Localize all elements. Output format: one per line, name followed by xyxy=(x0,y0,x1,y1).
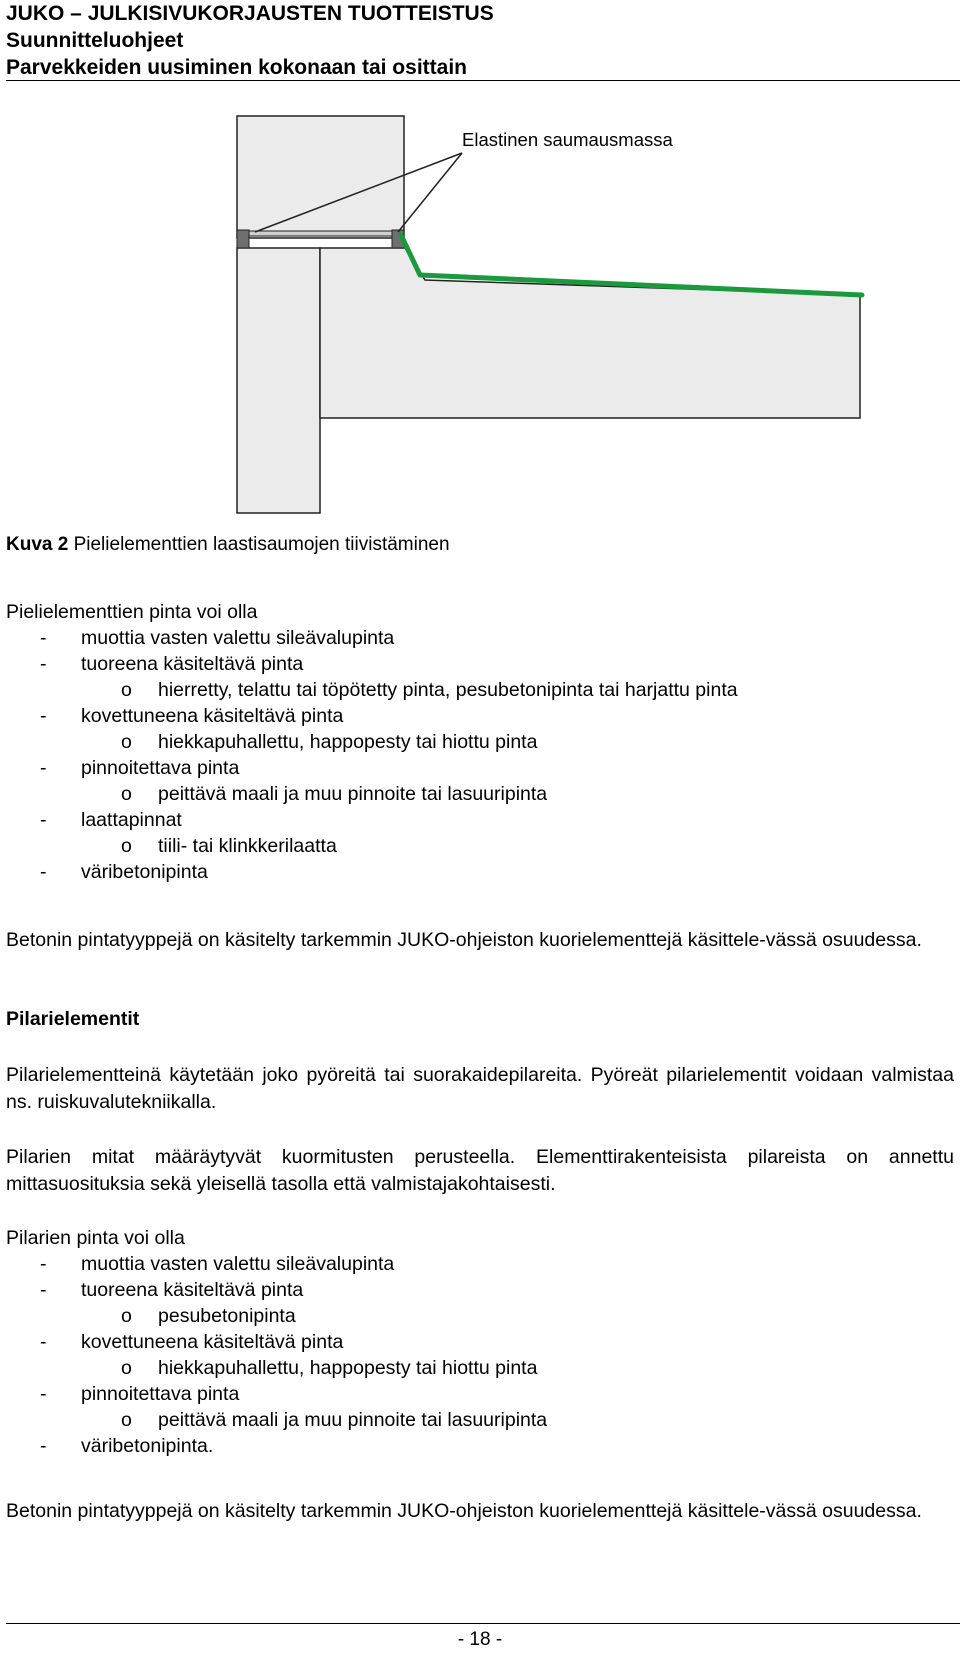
section2-after: Betonin pintatyyppejä on käsitelty tarkemmin JUKO-ohjeiston kuorielementtejä käsittele-vässä osuudessa. xyxy=(6,1500,922,1522)
circle-bullet: o xyxy=(121,1305,132,1327)
balcony-slab xyxy=(320,248,860,418)
section2-paragraph-2: Pilarien mitat määräytyvät kuormitusten perusteella. Elementtirakenteisista pilareista on annettu mittasuosituksia sekä yleisellä tasolla että valmistajakohtaisesti. xyxy=(6,1146,954,1195)
figure-label: Elastinen saumausmassa xyxy=(462,129,673,150)
circle-bullet: o xyxy=(121,1409,132,1431)
header-title: JUKO – JULKISIVUKORJAUSTEN TUOTTEISTUS xyxy=(6,2,494,25)
dash-bullet: - xyxy=(40,1435,47,1457)
dash-bullet: - xyxy=(40,627,47,649)
joint-sealing-figure xyxy=(0,105,960,520)
page-header xyxy=(6,0,956,81)
section2-paragraph-1: Pilarielementteinä käytetään joko pyöreitä tai suorakaidepilareita. Pyöreät pilarielementit voidaan valmistaa ns. ruiskuvalutekniikalla. xyxy=(6,1064,954,1113)
dash-bullet: - xyxy=(40,1253,47,1275)
list-item-text: kovettuneena käsiteltävä pinta xyxy=(81,705,344,727)
section1-after: Betonin pintatyyppejä on käsitelty tarkemmin JUKO-ohjeiston kuorielementtejä käsittele-vässä osuudessa. xyxy=(6,929,922,951)
dash-bullet: - xyxy=(40,757,47,779)
sub-list-item-text: hiekkapuhallettu, happopesty tai hiottu pinta xyxy=(158,731,538,753)
list-item-text: pinnoitettava pinta xyxy=(81,1383,240,1405)
lower-pier-element xyxy=(237,248,320,513)
dash-bullet: - xyxy=(40,1383,47,1405)
list-item-text: laattapinnat xyxy=(81,809,182,831)
list-item-text: kovettuneena käsiteltävä pinta xyxy=(81,1331,344,1353)
footer-rule xyxy=(6,1623,960,1624)
caption-prefix: Kuva 2 xyxy=(6,534,69,555)
dash-bullet: - xyxy=(40,1279,47,1301)
list-item-text: tuoreena käsiteltävä pinta xyxy=(81,653,304,675)
page-number: - 18 - xyxy=(457,1629,503,1650)
section2-intro: Pilarien pinta voi olla xyxy=(6,1227,185,1249)
sub-list-item-text: peittävä maali ja muu pinnoite tai lasuuripinta xyxy=(158,783,548,805)
section1-intro: Pielielementtien pinta voi olla xyxy=(6,601,258,623)
dash-bullet: - xyxy=(40,1331,47,1353)
header-rule xyxy=(6,80,960,81)
circle-bullet: o xyxy=(121,731,132,753)
section-heading: Pilarielementit xyxy=(6,1008,140,1030)
circle-bullet: o xyxy=(121,783,132,805)
sub-list-item-text: peittävä maali ja muu pinnoite tai lasuuripinta xyxy=(158,1409,548,1431)
sub-list-item-text: pesubetonipinta xyxy=(158,1305,296,1327)
dash-bullet: - xyxy=(40,809,47,831)
figure-caption xyxy=(6,534,450,556)
list-item-text: muottia vasten valettu sileävalupinta xyxy=(81,627,395,649)
dash-bullet: - xyxy=(40,705,47,727)
list-item-text: väribetonipinta xyxy=(81,861,208,883)
list-item-text: muottia vasten valettu sileävalupinta xyxy=(81,1253,395,1275)
sub-list-item-text: hiekkapuhallettu, happopesty tai hiottu pinta xyxy=(158,1357,538,1379)
mortar-joint xyxy=(237,231,404,236)
list-item-text: väribetonipinta. xyxy=(81,1435,214,1457)
sealant-left xyxy=(237,230,249,248)
header-section: Parvekkeiden uusiminen kokonaan tai osittain xyxy=(6,56,467,79)
sub-list-item-text: tiili- tai klinkkerilaatta xyxy=(158,835,337,857)
sub-list-item-text: hierretty, telattu tai töpötetty pinta, pesubetonipinta tai harjattu pinta xyxy=(158,679,738,701)
upper-pier-element xyxy=(237,116,404,238)
list-item-text: pinnoitettava pinta xyxy=(81,757,240,779)
dash-bullet: - xyxy=(40,861,47,883)
circle-bullet: o xyxy=(121,679,132,701)
header-subtitle: Suunnitteluohjeet xyxy=(6,29,184,52)
dash-bullet: - xyxy=(40,653,47,675)
caption-text: Pielielementtien laastisaumojen tiivistäminen xyxy=(73,534,450,555)
circle-bullet: o xyxy=(121,1357,132,1379)
circle-bullet: o xyxy=(121,835,132,857)
list-item-text: tuoreena käsiteltävä pinta xyxy=(81,1279,304,1301)
